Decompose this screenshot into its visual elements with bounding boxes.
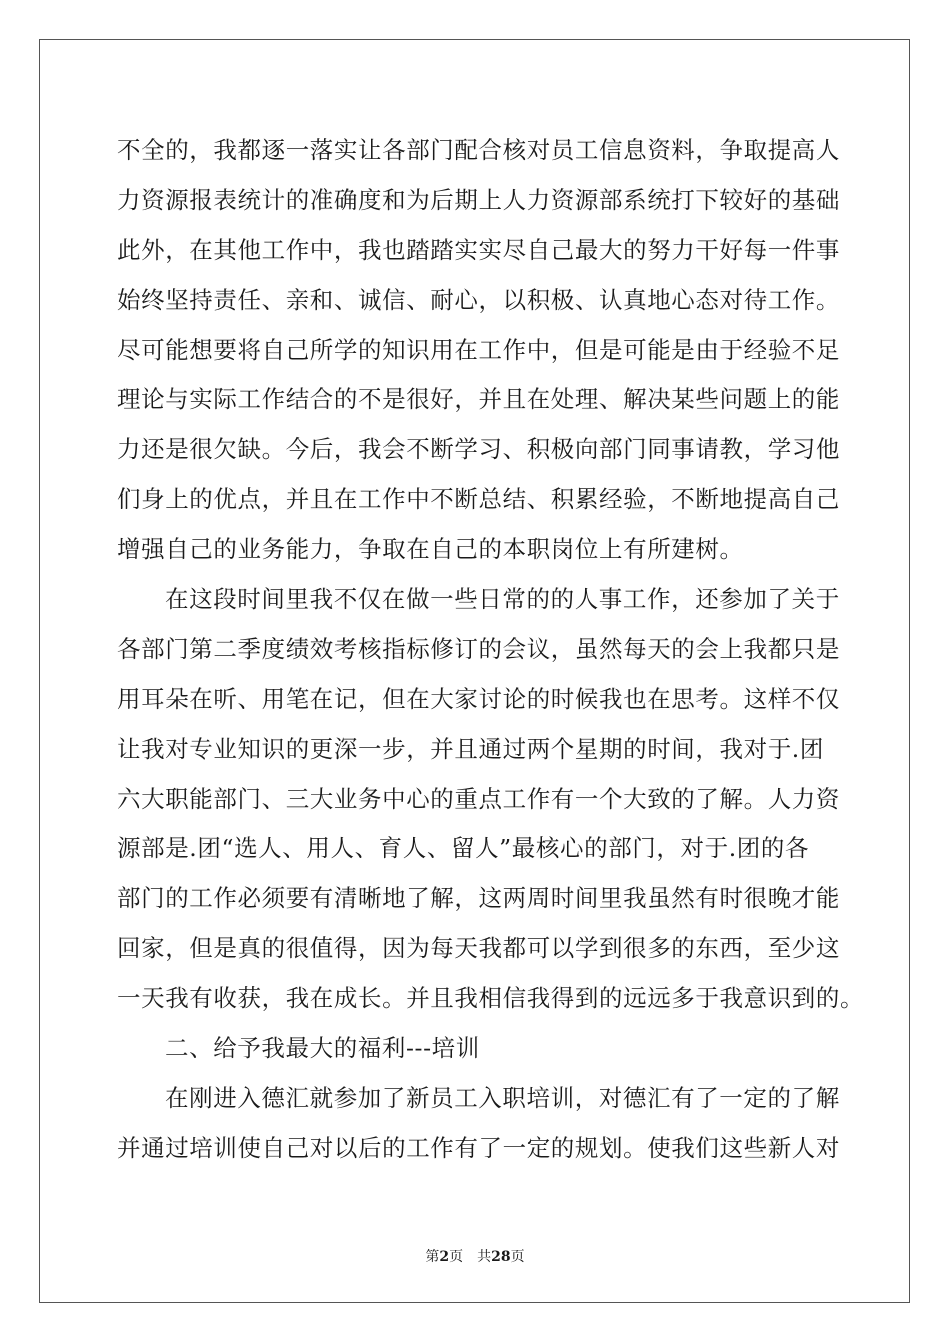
text-line: 们身上的优点，并且在工作中不断总结、积累经验，不断地提高自己 — [117, 485, 840, 514]
paragraph-start-line: 在刚进入德汇就参加了新员工入职培训，对德汇有了一定的了解 — [165, 1083, 840, 1112]
text-line: 此外，在其他工作中，我也踏踏实实尽自己最大的努力干好每一件事 — [117, 235, 840, 264]
paragraph-start-line: 在这段时间里我不仅在做一些日常的的人事工作，还参加了关于 — [165, 585, 840, 614]
total-page-count: 28 — [491, 1249, 511, 1265]
page-label-suffix: 页 — [449, 1249, 464, 1265]
text-line: 一天我有收获，我在成长。并且我相信我得到的远远多于我意识到的。 — [117, 984, 865, 1013]
text-line: 源部是.团“选人、用人、育人、留人”最核心的部门，对于.团的各 — [117, 834, 810, 863]
page-footer — [0, 1248, 950, 1266]
text-line: 用耳朵在听、用笔在记，但在大家讨论的时候我也在思考。这样不仅 — [117, 684, 840, 713]
section-heading: 二、给予我最大的福利---培训 — [165, 1034, 480, 1063]
text-line: 六大职能部门、三大业务中心的重点工作有一个大致的了解。人力资 — [117, 784, 840, 813]
text-line: 增强自己的业务能力，争取在自己的本职岗位上有所建树。 — [117, 535, 744, 564]
document-body — [117, 126, 865, 1174]
text-line: 并通过培训使自己对以后的工作有了一定的规划。使我们这些新人对 — [117, 1133, 840, 1162]
total-label-prefix: 共 — [477, 1249, 492, 1265]
total-label-suffix: 页 — [510, 1249, 525, 1265]
text-line: 尽可能想要将自己所学的知识用在工作中，但是可能是由于经验不足 — [117, 335, 840, 364]
text-line: 回家，但是真的很值得，因为每天我都可以学到很多的东西，至少这 — [117, 934, 840, 963]
page-label-prefix: 第 — [425, 1249, 440, 1265]
text-line: 让我对专业知识的更深一步，并且通过两个星期的时间，我对于.团 — [117, 734, 824, 763]
text-line: 理论与实际工作结合的不是很好，并且在处理、解决某些问题上的能 — [117, 385, 840, 414]
text-line: 力资源报表统计的准确度和为后期上人力资源部系统打下较好的基础 — [117, 185, 840, 214]
text-line: 部门的工作必须要有清晰地了解，这两周时间里我虽然有时很晚才能 — [117, 884, 840, 913]
text-line: 力还是很欠缺。今后，我会不断学习、积极向部门同事请教，学习他 — [117, 435, 840, 464]
text-line: 始终坚持责任、亲和、诚信、耐心，以积极、认真地心态对待工作。 — [117, 285, 840, 314]
text-line: 不全的，我都逐一落实让各部门配合核对员工信息资料，争取提高人 — [117, 136, 840, 164]
current-page-number: 2 — [439, 1249, 450, 1265]
text-line: 各部门第二季度绩效考核指标修订的会议，虽然每天的会上我都只是 — [117, 634, 840, 663]
